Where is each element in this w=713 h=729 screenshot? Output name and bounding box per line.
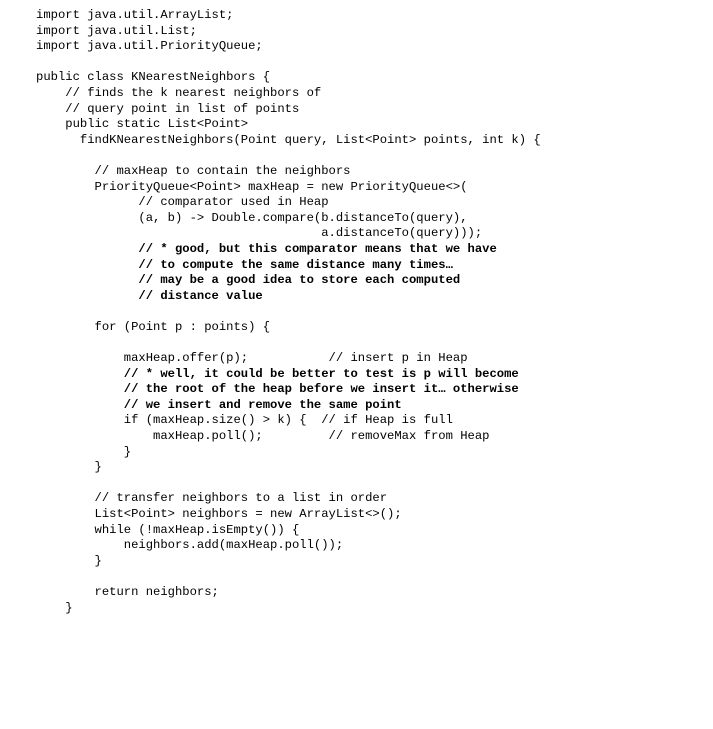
code-line: import java.util.PriorityQueue; [36, 39, 263, 54]
code-line [36, 148, 541, 164]
code-line: } [36, 600, 73, 615]
code-line: findKNearestNeighbors(Point query, List<Point> points, int k) { [36, 132, 541, 147]
code-line: // maxHeap to contain the neighbors [36, 163, 351, 178]
code-line: List<Point> neighbors = new ArrayList<>(); [36, 507, 402, 521]
review-comment-line: // * good, but this comparator means that we have [36, 241, 497, 256]
code-line: return neighbors; [36, 584, 219, 599]
code-line: neighbors.add(maxHeap.poll()); [36, 538, 344, 553]
review-comment-line: // to compute the same distance many times… [36, 257, 453, 272]
code-line: if (maxHeap.size() > k) { // if Heap is full [36, 413, 453, 428]
code-line: maxHeap.offer(p); // insert p in Heap [36, 351, 468, 366]
code-line [36, 569, 541, 585]
code-line: (a, b) -> Double.compare(b.distanceTo(query), [36, 210, 468, 225]
code-line: } [36, 460, 102, 475]
review-comment-line: // we insert and remove the same point [36, 397, 402, 412]
review-comment-line: // may be a good idea to store each computed [36, 273, 461, 288]
code-line: public class KNearestNeighbors { [36, 70, 271, 85]
code-line: // query point in list of points [36, 101, 300, 116]
code-line: maxHeap.poll(); // removeMax from Heap [36, 429, 490, 444]
review-comment-line: // * well, it could be better to test is p will become [36, 366, 519, 381]
code-line [36, 335, 541, 351]
code-line: // comparator used in Heap [36, 195, 329, 210]
code-listing [36, 8, 541, 616]
code-line [36, 476, 541, 492]
code-line: import java.util.ArrayList; [36, 8, 234, 22]
review-comment-line: // the root of the heap before we insert it… otherwise [36, 382, 519, 397]
code-line: PriorityQueue<Point> maxHeap = new PriorityQueue<>( [36, 179, 468, 194]
code-line: for (Point p : points) { [36, 319, 271, 334]
code-line: a.distanceTo(query))); [36, 226, 483, 241]
code-line [36, 55, 541, 71]
code-line [36, 304, 541, 320]
code-line: public static List<Point> [36, 117, 249, 132]
code-line: // transfer neighbors to a list in order [36, 491, 388, 506]
code-line: } [36, 444, 132, 459]
review-comment-line: // distance value [36, 288, 263, 303]
code-line: import java.util.List; [36, 23, 197, 38]
code-line: } [36, 553, 102, 568]
code-line: while (!maxHeap.isEmpty()) { [36, 522, 300, 537]
code-line: // finds the k nearest neighbors of [36, 85, 322, 100]
